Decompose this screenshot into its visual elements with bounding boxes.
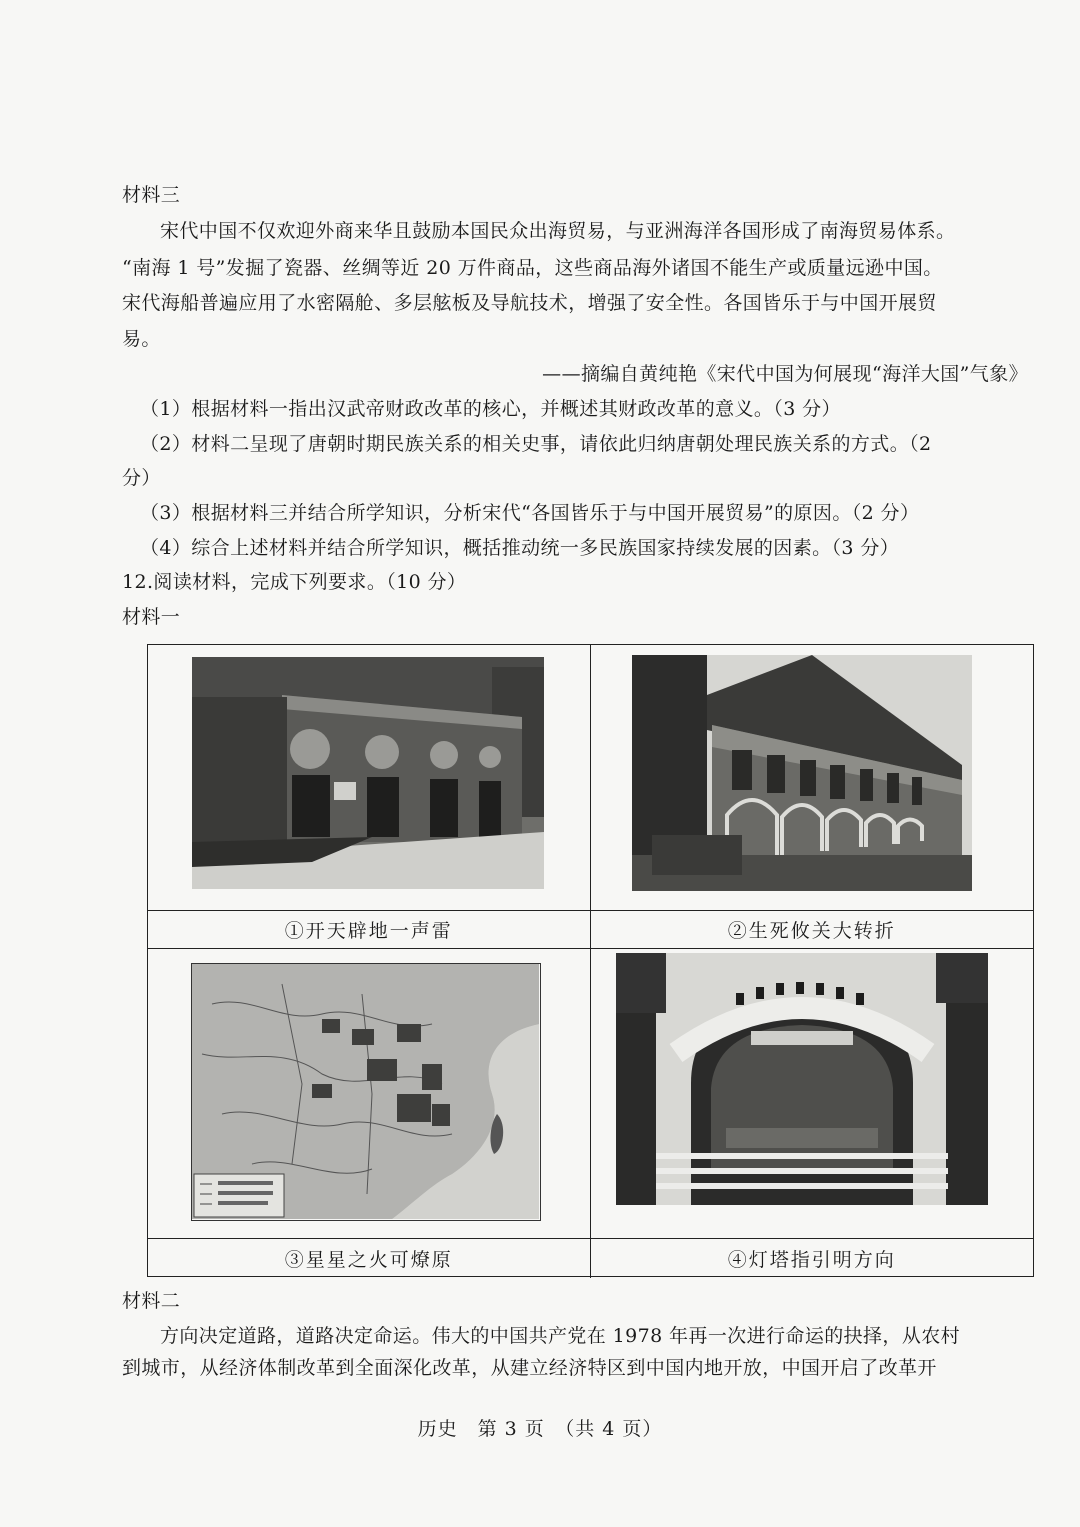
material2-heading: 材料二: [122, 1290, 181, 1312]
caption-cell-2: [591, 911, 1034, 949]
photo-cell-1: [148, 645, 591, 911]
question-12-title: 12.阅读材料，完成下列要求。（10 分）: [122, 571, 467, 593]
building-photo-2: [632, 655, 972, 891]
material3-line-3: 宋代海船普遍应用了水密隔舱、多层舷板及导航技术，增强了安全性。各国皆乐于与中国开展贸: [122, 292, 937, 314]
meeting-hall-photo: [616, 953, 988, 1205]
caption-cell-4: [591, 1239, 1034, 1278]
building-photo-1: [192, 657, 544, 889]
revolution-map: [191, 963, 541, 1221]
material1-heading: 材料一: [122, 606, 181, 628]
map-cell: [148, 949, 591, 1239]
question-2-cont: 分）: [122, 467, 161, 489]
caption-2: ②生死攸关大转折: [727, 920, 896, 942]
material2-line-1: 方向决定道路，道路决定命运。伟大的中国共产党在 1978 年再一次进行命运的抉择，从农村: [160, 1325, 961, 1347]
caption-cell-3: [148, 1239, 591, 1278]
caption-3: ③星星之火可燎原: [284, 1249, 453, 1271]
material2-line-2: 到城市，从经济体制改革到全面深化改革，从建立经济特区到中国内地开放，中国开启了改革开: [122, 1357, 937, 1379]
question-4: （4）综合上述材料并结合所学知识，概括推动统一多民族国家持续发展的因素。（3 分）: [140, 537, 900, 559]
material3-line-4: 易。: [122, 328, 161, 350]
photo-cell-2: [591, 645, 1034, 911]
image-table: [147, 644, 1034, 1277]
caption-cell-1: [148, 911, 591, 949]
page-footer: 历史 第 3 页 （共 4 页）: [417, 1418, 663, 1440]
question-1: （1）根据材料一指出汉武帝财政改革的核心，并概述其财政改革的意义。（3 分）: [140, 398, 841, 420]
material3-line-1: 宋代中国不仅欢迎外商来华且鼓励本国民众出海贸易，与亚洲海洋各国形成了南海贸易体系。: [160, 220, 956, 242]
material3-source: ——摘编自黄纯艳《宋代中国为何展现“海洋大国”气象》: [542, 363, 1028, 385]
hall-cell: [591, 949, 1034, 1239]
material3-heading: 材料三: [122, 184, 181, 206]
caption-1: ①开天辟地一声雷: [284, 920, 453, 942]
question-2: （2）材料二呈现了唐朝时期民族关系的相关史事，请依此归纳唐朝处理民族关系的方式。（2: [140, 433, 932, 455]
material3-line-2: “南海 1 号”发掘了瓷器、丝绸等近 20 万件商品，这些商品海外诸国不能生产或质量远逊中国。: [122, 257, 943, 279]
caption-4: ④灯塔指引明方向: [727, 1249, 896, 1271]
question-3: （3）根据材料三并结合所学知识，分析宋代“各国皆乐于与中国开展贸易”的原因。（2 分）: [140, 502, 920, 524]
